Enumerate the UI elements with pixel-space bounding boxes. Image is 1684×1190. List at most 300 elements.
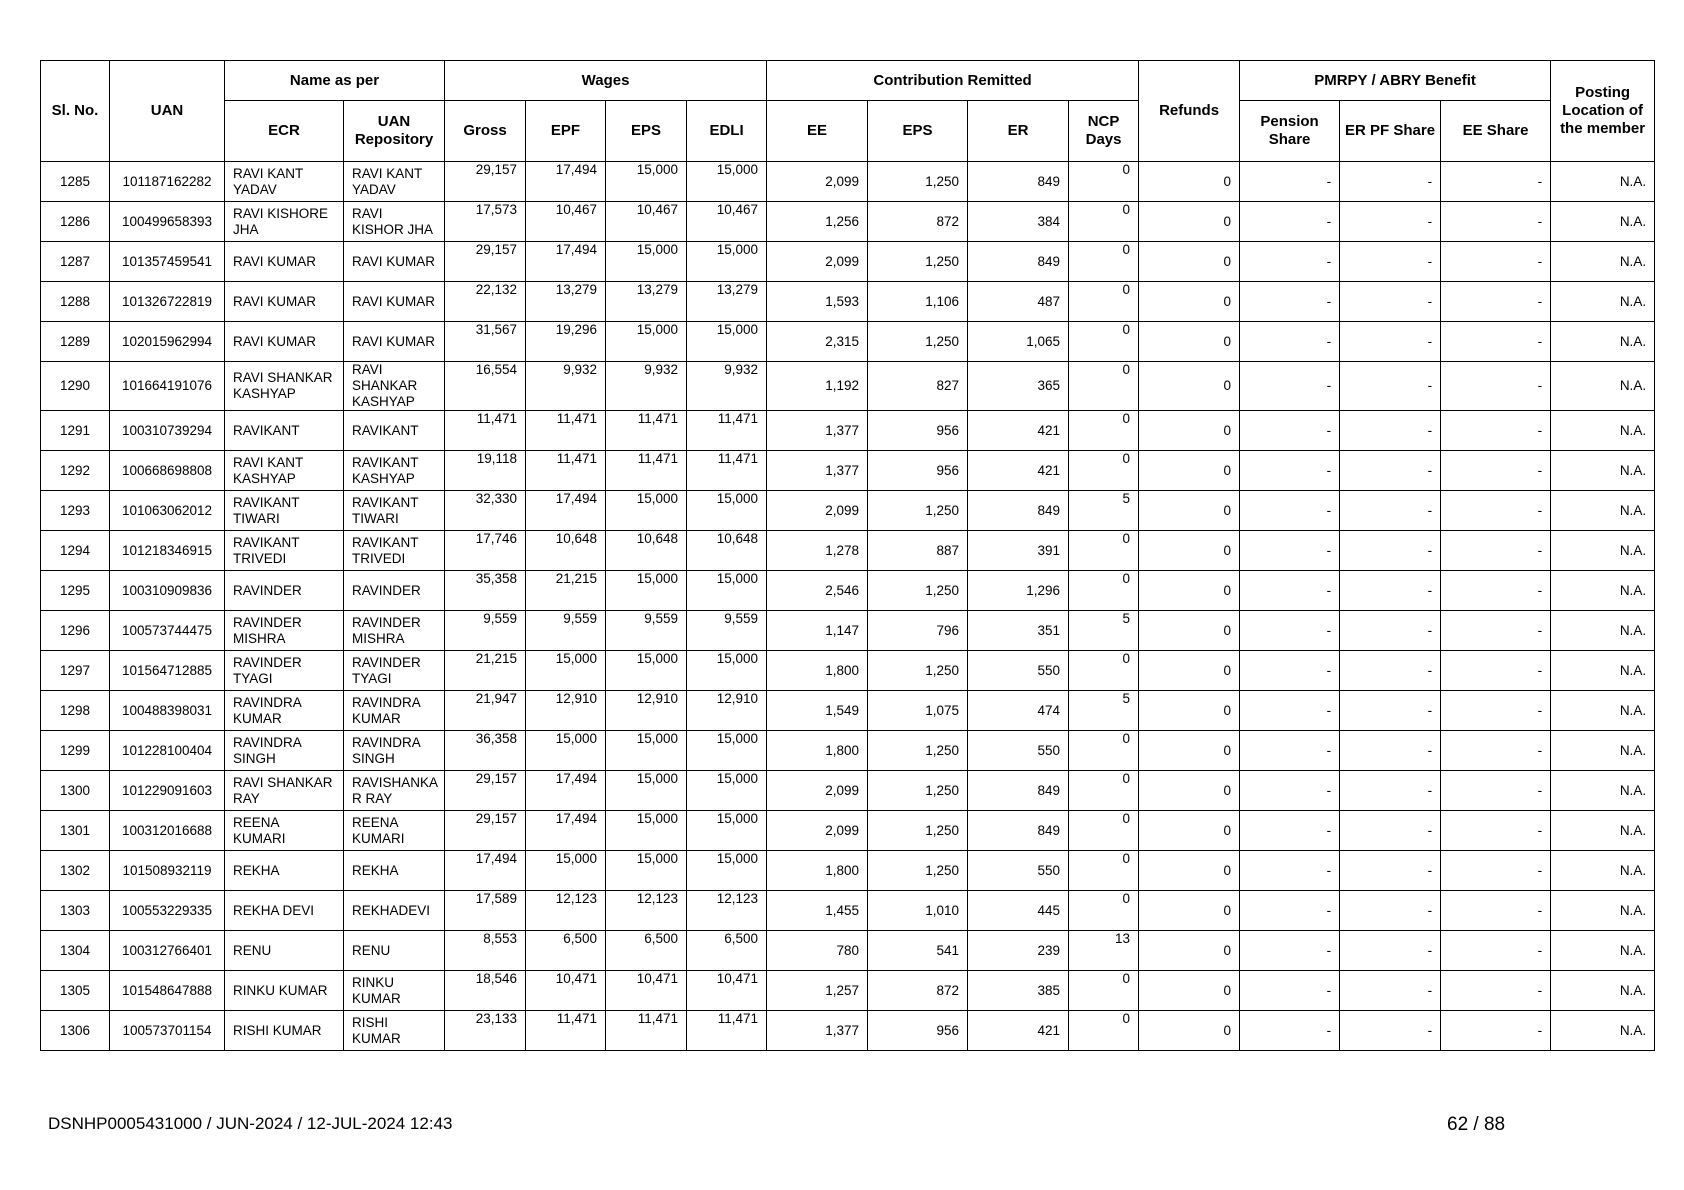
cell-edli: 6,500	[687, 931, 767, 971]
cell-edli: 10,467	[687, 202, 767, 242]
cell-ecr-name: RAVIKANT TIWARI	[225, 491, 344, 531]
header-wages: Wages	[445, 61, 767, 101]
cell-uan: 100312766401	[110, 931, 225, 971]
cell-er: 351	[968, 611, 1069, 651]
cell-eps-contribution: 1,010	[868, 891, 968, 931]
cell-er-pf-share: -	[1340, 771, 1441, 811]
cell-ecr-name: RAVI KANT KASHYAP	[225, 451, 344, 491]
cell-er-pf-share: -	[1340, 322, 1441, 362]
cell-ee-share: -	[1441, 531, 1551, 571]
cell-posting-location: N.A.	[1551, 451, 1655, 491]
cell-ee: 780	[767, 931, 868, 971]
cell-gross: 29,157	[445, 242, 526, 282]
cell-er-pf-share: -	[1340, 611, 1441, 651]
cell-repository-name: RAVINDRA KUMAR	[344, 691, 445, 731]
cell-er-pf-share: -	[1340, 691, 1441, 731]
cell-gross: 17,573	[445, 202, 526, 242]
cell-ncp-days: 0	[1069, 1011, 1139, 1051]
cell-epf: 9,559	[526, 611, 606, 651]
cell-gross: 29,157	[445, 162, 526, 202]
cell-er: 849	[968, 811, 1069, 851]
cell-ncp-days: 0	[1069, 451, 1139, 491]
cell-er-pf-share: -	[1340, 531, 1441, 571]
cell-pension-share: -	[1240, 571, 1340, 611]
cell-er: 445	[968, 891, 1069, 931]
cell-eps: 15,000	[606, 162, 687, 202]
cell-eps: 15,000	[606, 571, 687, 611]
cell-repository-name: REKHA	[344, 851, 445, 891]
cell-er-pf-share: -	[1340, 651, 1441, 691]
cell-gross: 19,118	[445, 451, 526, 491]
cell-eps: 11,471	[606, 411, 687, 451]
cell-edli: 12,910	[687, 691, 767, 731]
header-er-pf-share: ER PF Share	[1340, 101, 1441, 162]
cell-uan: 101326722819	[110, 282, 225, 322]
cell-er: 849	[968, 242, 1069, 282]
table-row	[41, 571, 1655, 611]
cell-edli: 12,123	[687, 891, 767, 931]
cell-posting-location: N.A.	[1551, 611, 1655, 651]
cell-er-pf-share: -	[1340, 282, 1441, 322]
cell-eps: 9,932	[606, 362, 687, 411]
cell-ncp-days: 0	[1069, 731, 1139, 771]
cell-sl-no: 1306	[41, 1011, 110, 1051]
cell-edli: 15,000	[687, 651, 767, 691]
cell-epf: 10,471	[526, 971, 606, 1011]
cell-ee-share: -	[1441, 162, 1551, 202]
cell-eps: 10,467	[606, 202, 687, 242]
cell-eps: 10,471	[606, 971, 687, 1011]
cell-repository-name: RAVIKANT	[344, 411, 445, 451]
cell-ee-share: -	[1441, 851, 1551, 891]
cell-repository-name: RAVINDER TYAGI	[344, 651, 445, 691]
header-pension-share: Pension Share	[1240, 101, 1340, 162]
cell-ee-share: -	[1441, 971, 1551, 1011]
cell-ee: 1,278	[767, 531, 868, 571]
cell-epf: 11,471	[526, 1011, 606, 1051]
cell-refunds: 0	[1139, 242, 1240, 282]
cell-pension-share: -	[1240, 242, 1340, 282]
cell-ncp-days: 5	[1069, 691, 1139, 731]
cell-posting-location: N.A.	[1551, 531, 1655, 571]
cell-gross: 16,554	[445, 362, 526, 411]
table-header	[41, 61, 1655, 162]
cell-er: 421	[968, 411, 1069, 451]
table-row	[41, 242, 1655, 282]
cell-refunds: 0	[1139, 451, 1240, 491]
cell-pension-share: -	[1240, 362, 1340, 411]
cell-epf: 10,467	[526, 202, 606, 242]
cell-er: 849	[968, 162, 1069, 202]
cell-ee: 2,099	[767, 811, 868, 851]
header-ee-share: EE Share	[1441, 101, 1551, 162]
cell-eps: 15,000	[606, 811, 687, 851]
cell-ncp-days: 0	[1069, 851, 1139, 891]
cell-eps-contribution: 1,250	[868, 162, 968, 202]
cell-repository-name: RAVIKANT TRIVEDI	[344, 531, 445, 571]
cell-uan: 100573701154	[110, 1011, 225, 1051]
cell-ee: 1,800	[767, 651, 868, 691]
cell-eps-contribution: 827	[868, 362, 968, 411]
cell-sl-no: 1299	[41, 731, 110, 771]
cell-eps-contribution: 1,075	[868, 691, 968, 731]
cell-pension-share: -	[1240, 891, 1340, 931]
cell-epf: 15,000	[526, 731, 606, 771]
cell-er-pf-share: -	[1340, 411, 1441, 451]
cell-er: 550	[968, 651, 1069, 691]
cell-ecr-name: RENU	[225, 931, 344, 971]
cell-posting-location: N.A.	[1551, 931, 1655, 971]
cell-ee: 1,800	[767, 731, 868, 771]
cell-ncp-days: 0	[1069, 202, 1139, 242]
cell-eps-contribution: 1,250	[868, 242, 968, 282]
cell-sl-no: 1289	[41, 322, 110, 362]
cell-eps-contribution: 1,250	[868, 771, 968, 811]
cell-eps: 15,000	[606, 322, 687, 362]
cell-gross: 36,358	[445, 731, 526, 771]
header-uan: UAN	[110, 61, 225, 162]
footer-establishment-info: DSNHP0005431000 / JUN-2024 / 12-JUL-2024 12:43	[48, 1114, 453, 1133]
cell-edli: 10,648	[687, 531, 767, 571]
table-row	[41, 891, 1655, 931]
cell-edli: 15,000	[687, 571, 767, 611]
cell-uan: 102015962994	[110, 322, 225, 362]
cell-uan: 101229091603	[110, 771, 225, 811]
cell-posting-location: N.A.	[1551, 491, 1655, 531]
cell-er: 849	[968, 491, 1069, 531]
cell-ecr-name: RAVINDRA SINGH	[225, 731, 344, 771]
cell-ee: 2,099	[767, 162, 868, 202]
cell-ee-share: -	[1441, 362, 1551, 411]
table-row	[41, 811, 1655, 851]
table-row	[41, 651, 1655, 691]
header-eps-contribution: EPS	[868, 101, 968, 162]
cell-repository-name: RAVI KUMAR	[344, 322, 445, 362]
cell-epf: 19,296	[526, 322, 606, 362]
cell-eps: 9,559	[606, 611, 687, 651]
cell-edli: 11,471	[687, 411, 767, 451]
table-row	[41, 411, 1655, 451]
cell-eps-contribution: 1,250	[868, 851, 968, 891]
cell-ee: 2,315	[767, 322, 868, 362]
table-body	[41, 162, 1655, 1051]
table-row	[41, 362, 1655, 411]
cell-pension-share: -	[1240, 851, 1340, 891]
cell-uan: 101357459541	[110, 242, 225, 282]
cell-epf: 17,494	[526, 771, 606, 811]
cell-gross: 9,559	[445, 611, 526, 651]
cell-epf: 10,648	[526, 531, 606, 571]
cell-posting-location: N.A.	[1551, 731, 1655, 771]
cell-refunds: 0	[1139, 491, 1240, 531]
cell-repository-name: REKHADEVI	[344, 891, 445, 931]
cell-repository-name: RAVI KISHOR JHA	[344, 202, 445, 242]
cell-gross: 35,358	[445, 571, 526, 611]
cell-gross: 29,157	[445, 771, 526, 811]
cell-er-pf-share: -	[1340, 1011, 1441, 1051]
cell-ncp-days: 0	[1069, 242, 1139, 282]
cell-uan: 101187162282	[110, 162, 225, 202]
cell-repository-name: RAVIKANT TIWARI	[344, 491, 445, 531]
cell-eps-contribution: 541	[868, 931, 968, 971]
cell-eps: 15,000	[606, 242, 687, 282]
header-posting-location: Posting Location of the member	[1551, 61, 1655, 162]
cell-eps-contribution: 956	[868, 451, 968, 491]
cell-uan: 101664191076	[110, 362, 225, 411]
cell-uan: 101548647888	[110, 971, 225, 1011]
cell-eps: 11,471	[606, 1011, 687, 1051]
cell-ee-share: -	[1441, 491, 1551, 531]
header-name-as-per: Name as per	[225, 61, 445, 101]
table-row	[41, 611, 1655, 651]
cell-repository-name: RAVI KUMAR	[344, 282, 445, 322]
header-pmrpy-abry: PMRPY / ABRY Benefit	[1240, 61, 1551, 101]
header-ee: EE	[767, 101, 868, 162]
cell-refunds: 0	[1139, 851, 1240, 891]
cell-pension-share: -	[1240, 451, 1340, 491]
cell-refunds: 0	[1139, 971, 1240, 1011]
header-eps: EPS	[606, 101, 687, 162]
cell-uan: 101564712885	[110, 651, 225, 691]
cell-eps-contribution: 956	[868, 1011, 968, 1051]
cell-ee-share: -	[1441, 771, 1551, 811]
cell-eps-contribution: 1,250	[868, 491, 968, 531]
cell-eps-contribution: 1,250	[868, 571, 968, 611]
cell-epf: 17,494	[526, 491, 606, 531]
cell-ee: 1,257	[767, 971, 868, 1011]
cell-pension-share: -	[1240, 651, 1340, 691]
cell-er: 391	[968, 531, 1069, 571]
cell-ncp-days: 0	[1069, 162, 1139, 202]
cell-sl-no: 1290	[41, 362, 110, 411]
cell-uan: 100499658393	[110, 202, 225, 242]
cell-ncp-days: 0	[1069, 322, 1139, 362]
cell-ecr-name: REENA KUMARI	[225, 811, 344, 851]
cell-refunds: 0	[1139, 411, 1240, 451]
cell-uan: 100573744475	[110, 611, 225, 651]
cell-sl-no: 1301	[41, 811, 110, 851]
cell-eps-contribution: 956	[868, 411, 968, 451]
cell-ncp-days: 0	[1069, 282, 1139, 322]
cell-edli: 10,471	[687, 971, 767, 1011]
cell-ee-share: -	[1441, 411, 1551, 451]
cell-gross: 17,494	[445, 851, 526, 891]
cell-sl-no: 1303	[41, 891, 110, 931]
cell-ncp-days: 5	[1069, 491, 1139, 531]
cell-edli: 9,932	[687, 362, 767, 411]
cell-eps-contribution: 872	[868, 971, 968, 1011]
cell-pension-share: -	[1240, 771, 1340, 811]
cell-sl-no: 1286	[41, 202, 110, 242]
cell-ee: 1,192	[767, 362, 868, 411]
cell-ee: 1,377	[767, 411, 868, 451]
cell-sl-no: 1287	[41, 242, 110, 282]
cell-repository-name: RAVI KANT YADAV	[344, 162, 445, 202]
cell-ncp-days: 0	[1069, 411, 1139, 451]
cell-ecr-name: RAVI SHANKAR RAY	[225, 771, 344, 811]
cell-er: 1,065	[968, 322, 1069, 362]
cell-ee: 1,593	[767, 282, 868, 322]
cell-er-pf-share: -	[1340, 731, 1441, 771]
header-contribution-remitted: Contribution Remitted	[767, 61, 1139, 101]
cell-gross: 17,589	[445, 891, 526, 931]
cell-edli: 15,000	[687, 491, 767, 531]
cell-eps: 12,123	[606, 891, 687, 931]
cell-gross: 21,947	[445, 691, 526, 731]
cell-edli: 15,000	[687, 731, 767, 771]
cell-ee: 2,099	[767, 242, 868, 282]
cell-refunds: 0	[1139, 731, 1240, 771]
cell-refunds: 0	[1139, 691, 1240, 731]
cell-pension-share: -	[1240, 411, 1340, 451]
cell-eps: 15,000	[606, 651, 687, 691]
cell-er-pf-share: -	[1340, 162, 1441, 202]
cell-ee-share: -	[1441, 931, 1551, 971]
cell-ee: 1,549	[767, 691, 868, 731]
cell-posting-location: N.A.	[1551, 851, 1655, 891]
cell-gross: 32,330	[445, 491, 526, 531]
cell-pension-share: -	[1240, 691, 1340, 731]
cell-refunds: 0	[1139, 322, 1240, 362]
table-row	[41, 162, 1655, 202]
cell-er-pf-share: -	[1340, 242, 1441, 282]
cell-eps: 15,000	[606, 771, 687, 811]
cell-pension-share: -	[1240, 322, 1340, 362]
cell-ecr-name: RAVI KUMAR	[225, 282, 344, 322]
cell-er: 550	[968, 851, 1069, 891]
cell-epf: 11,471	[526, 451, 606, 491]
cell-posting-location: N.A.	[1551, 242, 1655, 282]
cell-er: 550	[968, 731, 1069, 771]
table-row	[41, 202, 1655, 242]
cell-uan: 100310739294	[110, 411, 225, 451]
cell-uan: 101228100404	[110, 731, 225, 771]
cell-repository-name: RENU	[344, 931, 445, 971]
cell-ecr-name: RAVI KANT YADAV	[225, 162, 344, 202]
table-row	[41, 322, 1655, 362]
cell-repository-name: RAVINDER MISHRA	[344, 611, 445, 651]
cell-uan: 100553229335	[110, 891, 225, 931]
cell-ee-share: -	[1441, 571, 1551, 611]
table-row	[41, 531, 1655, 571]
table-row	[41, 451, 1655, 491]
cell-posting-location: N.A.	[1551, 811, 1655, 851]
cell-epf: 15,000	[526, 851, 606, 891]
cell-ee-share: -	[1441, 1011, 1551, 1051]
cell-er: 474	[968, 691, 1069, 731]
cell-posting-location: N.A.	[1551, 891, 1655, 931]
header-er: ER	[968, 101, 1069, 162]
cell-gross: 22,132	[445, 282, 526, 322]
cell-sl-no: 1294	[41, 531, 110, 571]
cell-ecr-name: RAVI KISHORE JHA	[225, 202, 344, 242]
cell-er-pf-share: -	[1340, 891, 1441, 931]
cell-posting-location: N.A.	[1551, 202, 1655, 242]
cell-er-pf-share: -	[1340, 811, 1441, 851]
cell-uan: 100310909836	[110, 571, 225, 611]
cell-repository-name: RAVINDER	[344, 571, 445, 611]
header-uan-repository: UAN Repository	[344, 101, 445, 162]
cell-pension-share: -	[1240, 1011, 1340, 1051]
cell-repository-name: RAVI SHANKAR KASHYAP	[344, 362, 445, 411]
cell-repository-name: RISHI KUMAR	[344, 1011, 445, 1051]
cell-eps: 10,648	[606, 531, 687, 571]
cell-epf: 6,500	[526, 931, 606, 971]
cell-sl-no: 1300	[41, 771, 110, 811]
cell-ee: 1,377	[767, 451, 868, 491]
cell-ncp-days: 13	[1069, 931, 1139, 971]
cell-sl-no: 1288	[41, 282, 110, 322]
cell-eps: 6,500	[606, 931, 687, 971]
table-row	[41, 491, 1655, 531]
table-row	[41, 691, 1655, 731]
cell-gross: 17,746	[445, 531, 526, 571]
cell-sl-no: 1296	[41, 611, 110, 651]
cell-epf: 15,000	[526, 651, 606, 691]
cell-eps-contribution: 872	[868, 202, 968, 242]
cell-posting-location: N.A.	[1551, 162, 1655, 202]
cell-uan: 100668698808	[110, 451, 225, 491]
cell-posting-location: N.A.	[1551, 571, 1655, 611]
cell-repository-name: RAVI KUMAR	[344, 242, 445, 282]
cell-uan: 100488398031	[110, 691, 225, 731]
cell-er-pf-share: -	[1340, 851, 1441, 891]
cell-eps: 15,000	[606, 491, 687, 531]
cell-er-pf-share: -	[1340, 571, 1441, 611]
cell-uan: 101063062012	[110, 491, 225, 531]
cell-eps: 15,000	[606, 851, 687, 891]
cell-ecr-name: RAVI KUMAR	[225, 242, 344, 282]
cell-refunds: 0	[1139, 531, 1240, 571]
cell-er: 385	[968, 971, 1069, 1011]
cell-posting-location: N.A.	[1551, 1011, 1655, 1051]
cell-ecr-name: RAVINDER	[225, 571, 344, 611]
header-ecr: ECR	[225, 101, 344, 162]
table-row	[41, 931, 1655, 971]
table-row	[41, 971, 1655, 1011]
cell-ee: 1,455	[767, 891, 868, 931]
cell-eps-contribution: 887	[868, 531, 968, 571]
cell-posting-location: N.A.	[1551, 322, 1655, 362]
cell-ee-share: -	[1441, 451, 1551, 491]
cell-er: 365	[968, 362, 1069, 411]
cell-edli: 13,279	[687, 282, 767, 322]
cell-ecr-name: REKHA DEVI	[225, 891, 344, 931]
cell-ee: 2,099	[767, 771, 868, 811]
cell-ecr-name: RAVIKANT TRIVEDI	[225, 531, 344, 571]
cell-pension-share: -	[1240, 971, 1340, 1011]
cell-ee: 1,377	[767, 1011, 868, 1051]
cell-eps: 11,471	[606, 451, 687, 491]
cell-ee-share: -	[1441, 242, 1551, 282]
page-number: 62 / 88	[1447, 1114, 1506, 1135]
cell-edli: 11,471	[687, 1011, 767, 1051]
cell-gross: 23,133	[445, 1011, 526, 1051]
cell-posting-location: N.A.	[1551, 651, 1655, 691]
cell-sl-no: 1297	[41, 651, 110, 691]
cell-epf: 17,494	[526, 242, 606, 282]
cell-sl-no: 1302	[41, 851, 110, 891]
cell-epf: 21,215	[526, 571, 606, 611]
table-row	[41, 771, 1655, 811]
cell-epf: 12,123	[526, 891, 606, 931]
cell-sl-no: 1298	[41, 691, 110, 731]
cell-edli: 15,000	[687, 242, 767, 282]
cell-er: 487	[968, 282, 1069, 322]
cell-gross: 18,546	[445, 971, 526, 1011]
header-gross: Gross	[445, 101, 526, 162]
cell-posting-location: N.A.	[1551, 771, 1655, 811]
